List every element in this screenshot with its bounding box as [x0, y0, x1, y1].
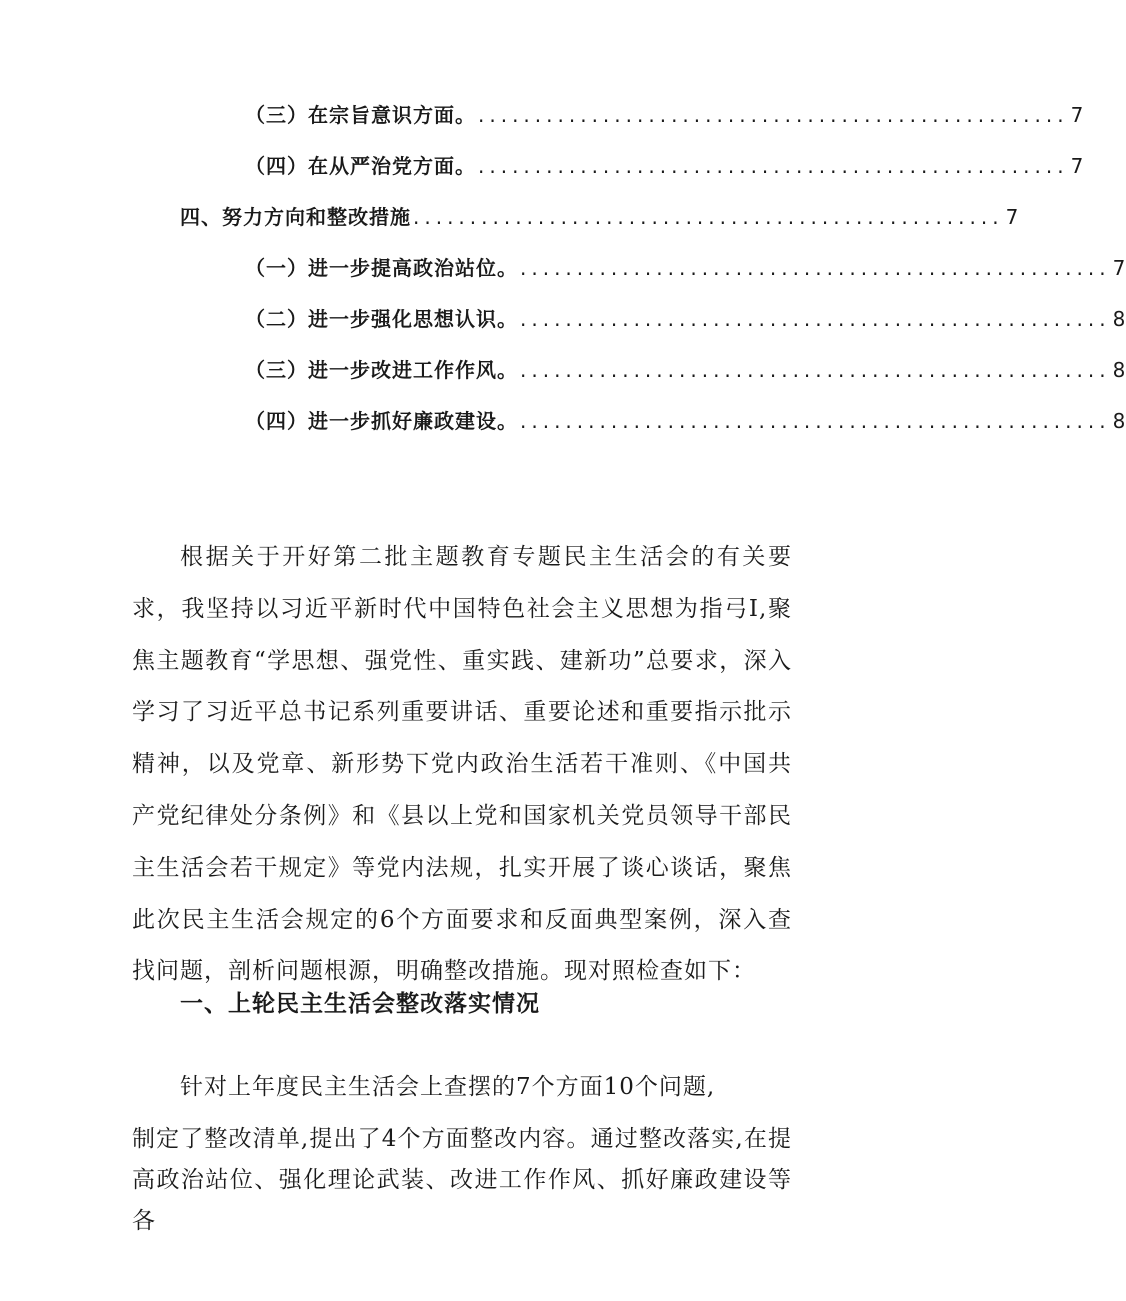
toc-entry-label: （一）进一步提高政治站位。 — [245, 256, 518, 280]
toc-page-number: 7 — [1070, 154, 1085, 178]
toc-leader-dots: .................................................... — [520, 358, 1111, 382]
section-paragraph-line1: 针对上年度民主生活会上查摆的7个方面10个问题, — [180, 1074, 716, 1100]
intro-paragraph: 根据关于开好第二批主题教育专题民主生活会的有关要求，我坚持以习近平新时代中国特色社会主义思想为指弓I,聚焦主题教育“学思想、强党性、重实践、建新功”总要求，深入学习了习近平总书记系列重要讲话、重要论述和重要指示批示精神，以及党章、新形势下党内政治生活若干准则、《中国共产党纪律处分条例》和《县以上党和国家机关党员领导干部民主生活会若干规定》等党内法规，扎实开展了谈心谈话，聚焦此次民主生活会规定的6个方面要求和反面典型案例，深入查找问题，剖析问题根源，明确整改措施。现对照检查如下： — [132, 544, 792, 985]
toc-entry-label: （二）进一步强化思想认识。 — [245, 307, 518, 331]
toc-leader-dots: .................................................... — [413, 205, 1004, 229]
toc-page-number: 7 — [1005, 205, 1020, 229]
toc-leader-dots: .................................................... — [520, 409, 1111, 433]
toc-entry-label: （四）在从严治党方面。 — [245, 154, 476, 178]
toc-entry-label: （三）在宗旨意识方面。 — [245, 103, 476, 127]
toc-entry-label: （三）进一步改进工作作风。 — [245, 358, 518, 382]
toc-entry[interactable] — [245, 406, 1126, 436]
toc-page-number: 8 — [1112, 409, 1126, 433]
toc-entry[interactable] — [180, 202, 1020, 232]
toc-entry-label: 四、努力方向和整改措施 — [180, 205, 411, 229]
toc-entry[interactable] — [245, 304, 1126, 334]
section-paragraph-rest: 制定了整改清单,提出了4个方面整改内容。通过整改落实,在提高政治站位、强化理论武装、改进工作作风、抓好廉政建设等各 — [132, 1126, 792, 1234]
toc-page-number: 8 — [1112, 307, 1126, 331]
toc-leader-dots: .................................................... — [520, 307, 1111, 331]
section-heading: 一、上轮民主生活会整改落实情况 — [180, 991, 540, 1017]
toc-entry[interactable] — [245, 253, 1126, 283]
intro-section — [132, 532, 792, 998]
toc-leader-dots: .................................................... — [478, 103, 1069, 127]
toc-entry-label: （四）进一步抓好廉政建设。 — [245, 409, 518, 433]
toc-page-number: 7 — [1070, 103, 1085, 127]
toc-leader-dots: .................................................... — [478, 154, 1069, 178]
toc-entry[interactable] — [245, 151, 1085, 181]
toc-entry[interactable] — [245, 100, 1085, 130]
toc-page-number: 7 — [1112, 256, 1126, 280]
toc-leader-dots: .................................................... — [520, 256, 1111, 280]
toc-entry[interactable] — [245, 355, 1126, 385]
toc-page-number: 8 — [1112, 358, 1126, 382]
